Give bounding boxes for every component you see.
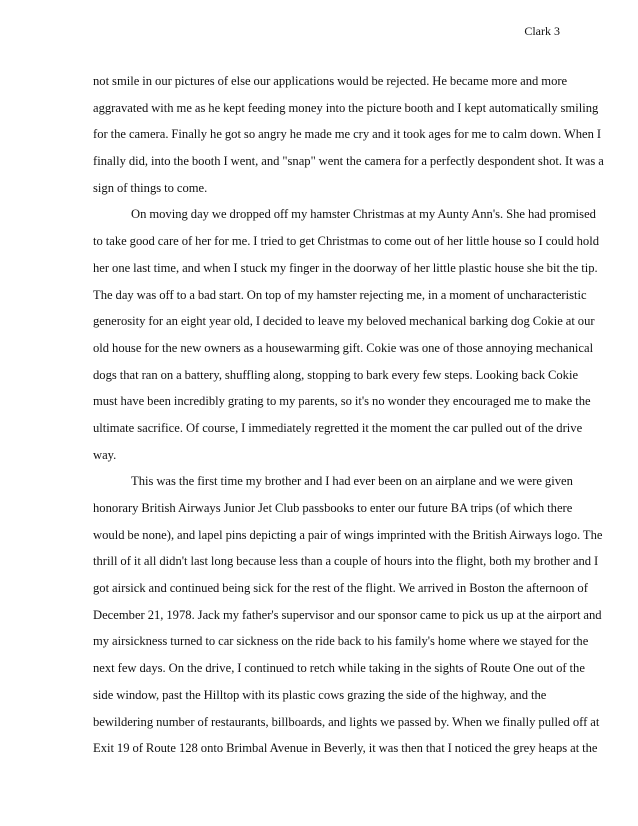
body-line: her one last time, and when I stuck my finger in the doorway of her little plastic house she bit the tip. [93, 260, 598, 275]
body-line: finally did, into the booth I went, and "snap" went the camera for a perfectly despondent shot. It was a [93, 154, 604, 169]
body-line: would be none), and lapel pins depicting a pair of wings imprinted with the British Airways logo. The [93, 527, 603, 542]
body-line: for the camera. Finally he got so angry he made me cry and it took ages for me to calm down. When I [93, 127, 602, 142]
body-line: aggravated with me as he kept feeding money into the picture booth and I kept automatically smiling [93, 100, 599, 115]
body-line: side window, past the Hilltop with its plastic cows grazing the side of the highway, and the [93, 687, 547, 702]
body-line: got airsick and continued being sick for the rest of the flight. We arrived in Boston the afternoon of [93, 581, 588, 596]
body-line: must have been incredibly grating to my parents, so it's no wonder they encouraged me to make the [93, 394, 591, 409]
body-line: not smile in our pictures of else our applications would be rejected. He became more and more [93, 74, 568, 88]
body-line: to take good care of her for me. I tried to get Christmas to come out of her little house so I could hold [93, 234, 600, 249]
body-line: sign of things to come. [93, 180, 208, 195]
body-line: December 21, 1978. Jack my father's supervisor and our sponsor came to pick us up at the airport and [93, 607, 602, 622]
body-line: honorary British Airways Junior Jet Club passbooks to enter our future BA trips (of which there [93, 501, 573, 515]
body-line: bewildering number of restaurants, billboards, and lights we passed by. When we finally pulled off at [93, 714, 600, 729]
body-line: my airsickness turned to car sickness on the ride back to his family's home where we stayed for the [93, 634, 589, 649]
body-line: Exit 19 of Route 128 onto Brimbal Avenue in Beverly, it was then that I noticed the grey heaps at the [93, 741, 598, 756]
body-line: dogs that ran on a battery, shuffling along, stopping to bark every few steps. Looking back Cokie [93, 367, 579, 382]
body-line: thrill of it all didn't last long because less than a couple of hours into the flight, both my brother and I [93, 554, 599, 569]
paragraph-start-line: This was the first time my brother and I had ever been on an airplane and we were given [131, 474, 573, 489]
paragraph-start-line: On moving day we dropped off my hamster Christmas at my Aunty Ann's. She had promised [131, 207, 596, 222]
body-line: next few days. On the drive, I continued to retch while taking in the sights of Route One out of the [93, 661, 585, 676]
document-body [93, 68, 604, 762]
body-line: way. [93, 447, 117, 462]
body-line: ultimate sacrifice. Of course, I immediately regretted it the moment the car pulled out of the drive [93, 420, 583, 435]
body-line: The day was off to a bad start. On top of my hamster rejecting me, in a moment of uncharacteristic [93, 287, 587, 302]
body-line: generosity for an eight year old, I decided to leave my beloved mechanical barking dog Cokie at our [93, 314, 595, 329]
running-head: Clark 3 [524, 24, 560, 38]
body-line: old house for the new owners as a housewarming gift. Cokie was one of those annoying mechanical [93, 340, 594, 355]
